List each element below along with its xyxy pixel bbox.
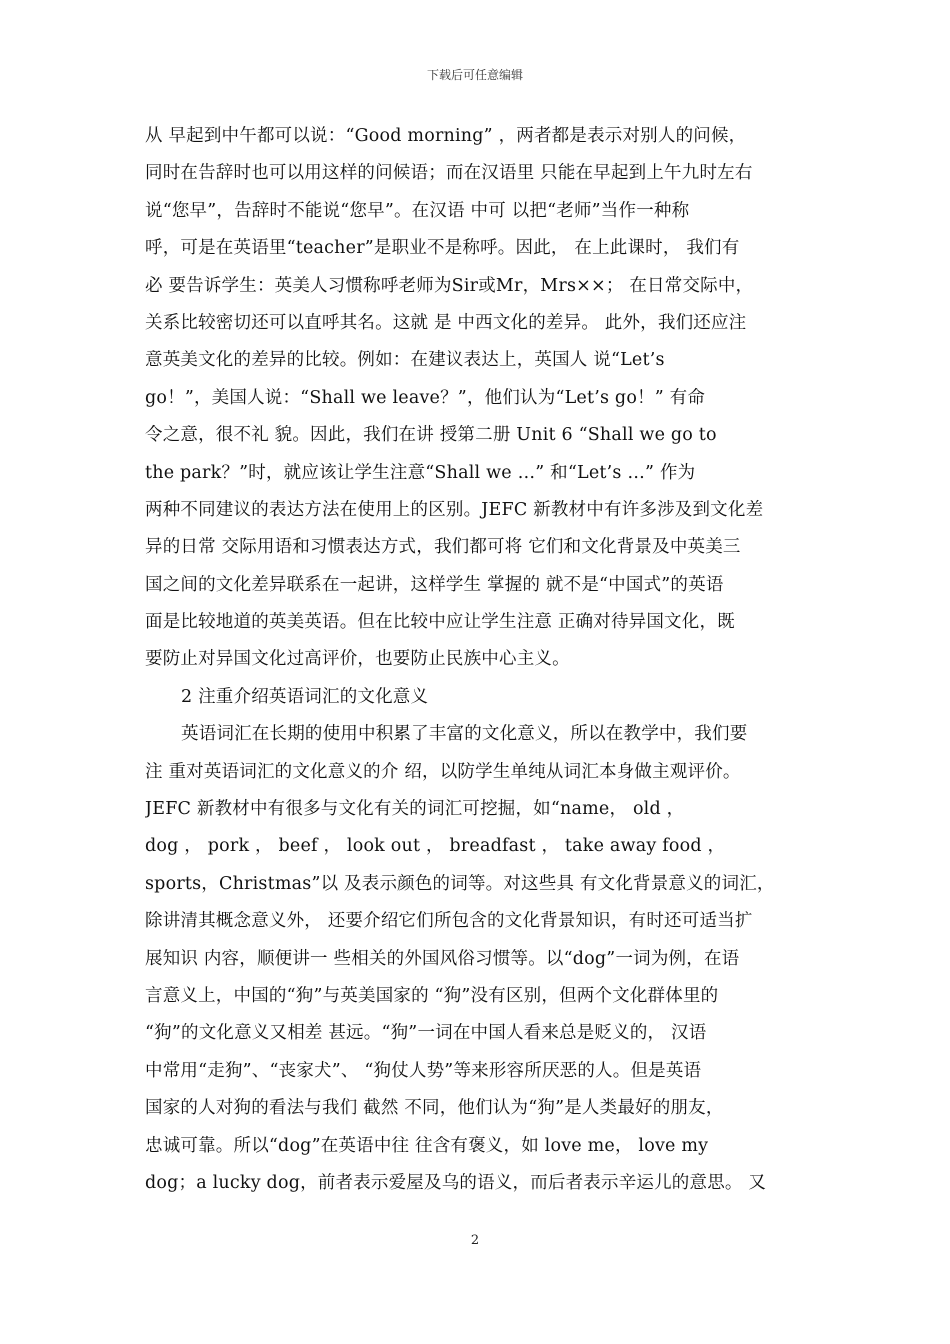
- text-line: 忠诚可靠。所以“dog”在英语中往 往含有褒义，如 love me， love my: [145, 1135, 709, 1156]
- text-line: 言意义上，中国的“狗”与英美国家的 “狗”没有区别，但两个文化群体里的: [145, 985, 719, 1006]
- text-line: 要防止对异国文化过高评价，也要防止民族中心主义。: [145, 649, 570, 670]
- text-line: 除讲清其概念意义外， 还要介绍它们所包含的文化背景知识，有时还可适当扩: [145, 911, 753, 932]
- text-line: 说“您早”，告辞时不能说“您早”。在汉语 中可 以把“老师”当作一种称: [145, 200, 690, 221]
- text-line: sports，Christmas”以 及表示颜色的词等。对这些具 有文化背景意义的词汇，: [145, 873, 775, 894]
- text-line: 国家的人对狗的看法与我们 截然 不同，他们认为“狗”是人类最好的朋友，: [145, 1098, 724, 1119]
- text-line: the park？”时，就应该让学生注意“Shall we …” 和“Let’s …” 作为: [145, 462, 696, 483]
- text-line: 英语词汇在长期的使用中积累了丰富的文化意义，所以在教学中，我们要: [181, 724, 748, 745]
- page-header: 下载后可任意编辑: [426, 68, 523, 82]
- text-line: dog；a lucky dog，前者表示爱屋及乌的语义，而后者表示辛运儿的意思。 又: [145, 1172, 767, 1193]
- text-line: 展知识 内容，顺便讲一 些相关的外国风俗习惯等。以“dog”一词为例，在语: [145, 948, 740, 969]
- text-line: 国之间的文化差异联系在一起讲，这样学生 掌握的 就不是“中国式”的英语: [145, 574, 724, 595]
- text-line: 注 重对英语词汇的文化意义的介 绍，以防学生单纯从词汇本身做主观评价。: [145, 761, 741, 782]
- text-line: 令之意，很不礼 貌。因此，我们在讲 授第二册 Unit 6 “Shall we go to: [145, 425, 717, 446]
- section-heading: 2 注重介绍英语词汇的文化意义: [181, 686, 429, 707]
- paragraph-1: [145, 118, 810, 679]
- text-line: 异的日常 交际用语和习惯表达方式，我们都可将 它们和文化背景及中英美三: [145, 537, 741, 558]
- text-line: “狗”的文化意义又相差 甚远。“狗”一词在中国人看来总是贬义的， 汉语: [145, 1023, 707, 1044]
- text-line: JEFC 新教材中有很多与文化有关的词汇可挖掘，如“name， old ，: [145, 799, 685, 820]
- page-number: 2: [470, 1233, 480, 1248]
- text-line: 必 要告诉学生：英美人习惯称呼老师为Sir或Mr，Mrs××； 在日常交际中，: [145, 275, 754, 296]
- text-line: 同时在告辞时也可以用这样的问候语；而在汉语里 只能在早起到上午九时左右: [145, 163, 753, 184]
- text-line: 意英美文化的差异的比较。例如：在建议表达上，英国人 说“Let’s: [145, 350, 665, 371]
- text-line: 呼，可是在英语里“teacher”是职业不是称呼。因此， 在上此课时， 我们有: [145, 238, 740, 259]
- text-line: dog ， pork ， beef ， look out ， breadfast ， take away food ，: [145, 836, 726, 857]
- document-body: [145, 118, 810, 1202]
- text-line: 两种不同建议的表达方法在使用上的区别。JEFC 新教材中有许多涉及到文化差: [145, 499, 764, 520]
- paragraph-2: [145, 716, 810, 1202]
- text-line: go！”，美国人说：“Shall we leave？”，他们认为“Let’s go！” 有命: [145, 387, 706, 408]
- text-line: 关系比较密切还可以直呼其名。这就 是 中西文化的差异。 此外，我们还应注: [145, 312, 747, 333]
- text-line: 从 早起到中午都可以说：“Good morning” ，两者都是表示对别人的问候，: [145, 126, 747, 146]
- text-line: 中常用“走狗”、“丧家犬”、 “狗仗人势”等来形容所厌恶的人。但是英语: [145, 1060, 702, 1081]
- text-line: 面是比较地道的英美英语。但在比较中应让学生注意 正确对待异国文化，既: [145, 612, 735, 633]
